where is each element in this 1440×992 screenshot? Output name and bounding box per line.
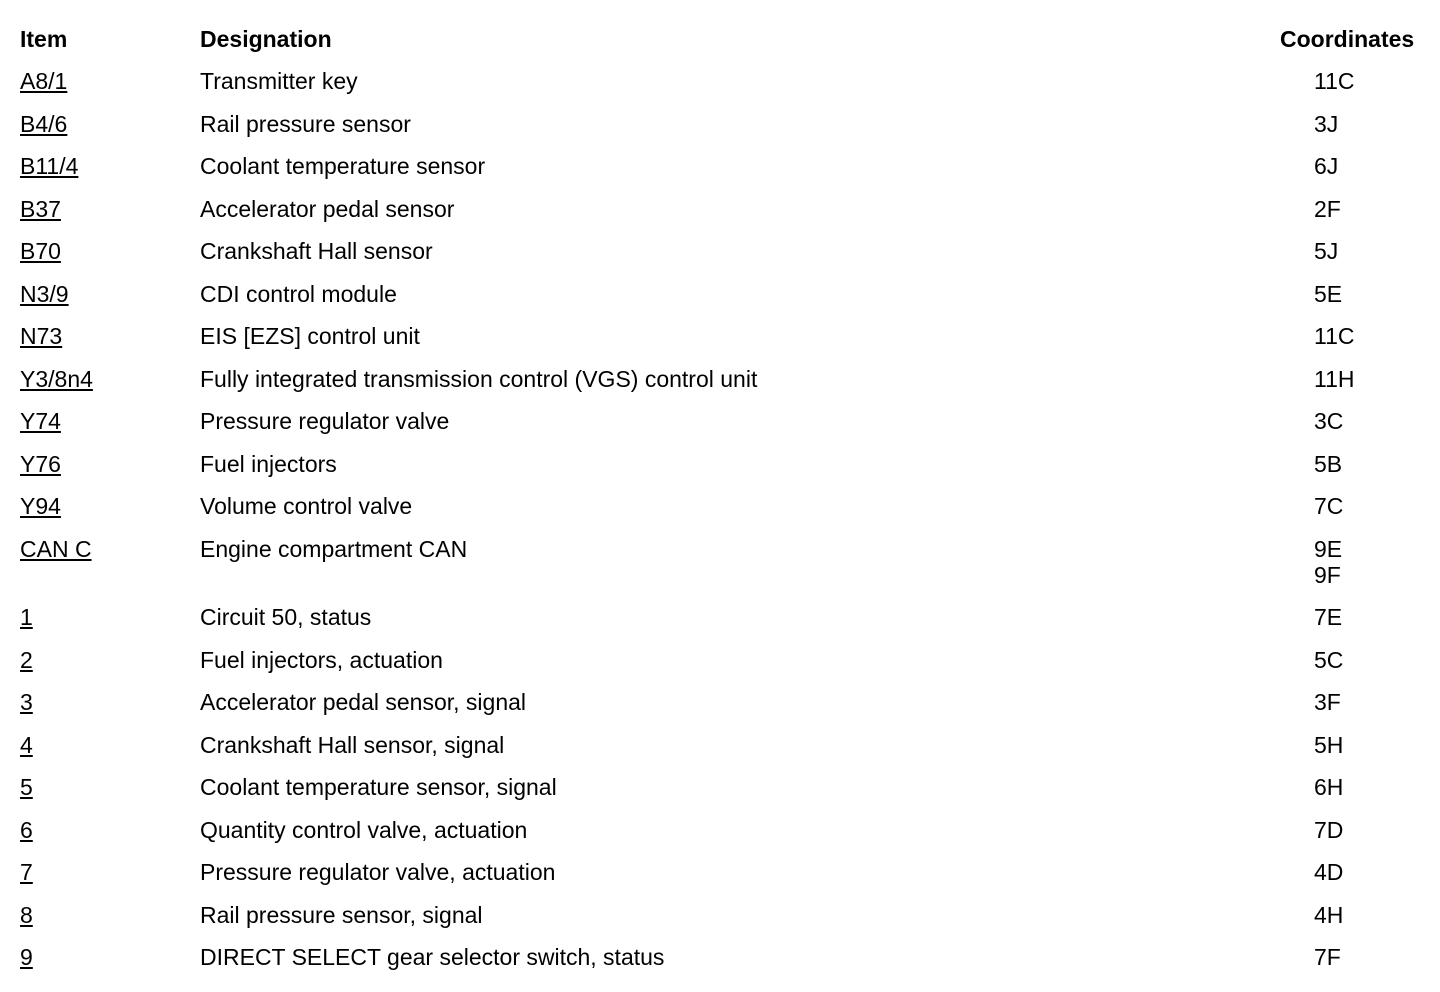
coordinate-value: 3C	[1314, 408, 1344, 434]
designation-cell: Engine compartment CAN	[200, 535, 468, 562]
table-row	[20, 226, 1430, 269]
designation-cell: Quantity control valve, actuation	[200, 816, 528, 843]
table-row	[20, 439, 1430, 482]
coordinates-cell	[1280, 847, 1430, 890]
coordinate-value: 11C	[1314, 68, 1355, 94]
item-cell	[20, 720, 200, 763]
item-link[interactable]: 3	[20, 689, 33, 715]
item-link[interactable]: 6	[20, 816, 33, 843]
item-link[interactable]: Y3/8n4	[20, 365, 93, 392]
item-link[interactable]: 5	[20, 774, 33, 800]
coordinates-cell	[1280, 762, 1430, 805]
item-cell	[20, 932, 200, 975]
item-link[interactable]: 1	[20, 604, 33, 630]
item-cell	[20, 56, 200, 99]
designation-cell: EIS [EZS] control unit	[200, 323, 420, 349]
coordinate-value: 5B	[1314, 450, 1343, 477]
item-cell	[20, 805, 200, 848]
table-row	[20, 524, 1430, 593]
item-cell	[20, 481, 200, 524]
coordinate-value: 6H	[1314, 774, 1344, 800]
designation-cell: Fuel injectors	[200, 450, 337, 477]
item-link[interactable]: N73	[20, 323, 63, 349]
coordinates-cell	[1280, 354, 1430, 397]
coordinate-value: 7E	[1314, 604, 1343, 630]
item-link[interactable]: Y94	[20, 493, 61, 519]
designation-cell: Fuel injectors, actuation	[200, 646, 443, 673]
item-cell	[20, 184, 200, 227]
item-link[interactable]: 7	[20, 859, 33, 885]
coordinate-value: 9E	[1314, 535, 1343, 562]
designation-cell: DIRECT SELECT gear selector switch, status	[200, 944, 665, 970]
item-link[interactable]: B11/4	[20, 153, 79, 179]
coordinates-cell	[1280, 481, 1430, 524]
coordinates-cell	[1280, 890, 1430, 933]
coordinates-cell	[1280, 720, 1430, 763]
designation-cell: Accelerator pedal sensor	[200, 195, 455, 222]
item-cell	[20, 354, 200, 397]
coordinate-value: 7D	[1314, 816, 1344, 843]
table-row	[20, 677, 1430, 720]
item-cell	[20, 592, 200, 635]
designation-cell: Circuit 50, status	[200, 604, 372, 630]
table-header	[20, 24, 1430, 56]
item-link[interactable]: Y76	[20, 450, 61, 477]
coordinates-cell	[1280, 311, 1430, 354]
item-link[interactable]: A8/1	[20, 68, 68, 94]
designation-cell: Fully integrated transmission control (VGS) control unit	[200, 365, 758, 392]
designation-cell: Pressure regulator valve	[200, 408, 450, 434]
table-row	[20, 762, 1430, 805]
coordinates-cell	[1280, 269, 1430, 312]
designation-cell: Volume control valve	[200, 493, 413, 519]
coordinates-cell	[1280, 932, 1430, 975]
table-row	[20, 354, 1430, 397]
designation-cell: Crankshaft Hall sensor, signal	[200, 731, 505, 758]
item-cell	[20, 226, 200, 269]
item-cell	[20, 677, 200, 720]
table-row	[20, 396, 1430, 439]
coordinates-cell	[1280, 226, 1430, 269]
designation-cell: Coolant temperature sensor, signal	[200, 774, 557, 800]
designation-cell: Pressure regulator valve, actuation	[200, 859, 556, 885]
legend-table	[20, 24, 1430, 975]
item-link[interactable]: B4/6	[20, 110, 68, 137]
item-link[interactable]: 9	[20, 944, 33, 970]
coordinate-value: 5H	[1314, 731, 1344, 758]
item-link[interactable]: CAN C	[20, 535, 92, 562]
designation-cell: Crankshaft Hall sensor	[200, 238, 433, 264]
table-row	[20, 481, 1430, 524]
designation-cell: Accelerator pedal sensor, signal	[200, 689, 527, 715]
coordinates-cell	[1280, 396, 1430, 439]
coordinate-value: 4D	[1314, 859, 1344, 885]
designation-cell: Rail pressure sensor	[200, 110, 411, 137]
item-cell	[20, 524, 200, 593]
item-cell	[20, 311, 200, 354]
item-link[interactable]: N3/9	[20, 280, 69, 307]
coordinate-value: 4H	[1314, 901, 1344, 928]
coordinates-cell	[1280, 141, 1430, 184]
item-cell	[20, 439, 200, 482]
item-column-header: Item	[20, 26, 68, 52]
coordinate-value: 11H	[1314, 365, 1355, 392]
table-row	[20, 847, 1430, 890]
designation-cell: CDI control module	[200, 280, 397, 307]
item-link[interactable]: B37	[20, 195, 61, 222]
coordinate-value: 5J	[1314, 238, 1339, 264]
coordinates-cell	[1280, 56, 1430, 99]
item-cell	[20, 890, 200, 933]
table-row	[20, 635, 1430, 678]
coordinate-value: 7C	[1314, 493, 1344, 519]
table-row	[20, 592, 1430, 635]
coordinates-cell	[1280, 184, 1430, 227]
table-row	[20, 311, 1430, 354]
table-row	[20, 805, 1430, 848]
coordinates-cell	[1280, 677, 1430, 720]
designation-cell: Coolant temperature sensor	[200, 153, 486, 179]
item-cell	[20, 141, 200, 184]
item-cell	[20, 762, 200, 805]
coordinate-value: 3J	[1314, 110, 1339, 137]
coordinates-cell	[1280, 805, 1430, 848]
coordinate-value: 11C	[1314, 323, 1355, 349]
coordinate-value: 9F	[1314, 561, 1341, 588]
item-cell	[20, 847, 200, 890]
coordinates-cell	[1280, 439, 1430, 482]
coordinates-column-header: Coordinates	[1280, 26, 1415, 52]
designation-cell: Rail pressure sensor, signal	[200, 901, 483, 928]
item-link[interactable]: 8	[20, 901, 33, 928]
header-row	[20, 24, 1430, 56]
coordinate-value: 5E	[1314, 280, 1343, 307]
table-row	[20, 932, 1430, 975]
item-cell	[20, 269, 200, 312]
item-cell	[20, 396, 200, 439]
item-link[interactable]: 4	[20, 731, 33, 758]
designation-cell: Transmitter key	[200, 68, 358, 94]
table-row	[20, 56, 1430, 99]
table-row	[20, 269, 1430, 312]
item-link[interactable]: B70	[20, 238, 61, 264]
coordinate-value: 2F	[1314, 195, 1341, 222]
coordinate-value: 3F	[1314, 689, 1341, 715]
table-row	[20, 720, 1430, 763]
coordinates-cell	[1280, 635, 1430, 678]
designation-column-header: Designation	[200, 26, 332, 52]
item-link[interactable]: 2	[20, 646, 33, 673]
coordinates-cell	[1280, 99, 1430, 142]
coordinates-cell	[1280, 524, 1430, 593]
coordinate-value: 5C	[1314, 646, 1344, 673]
table-row	[20, 141, 1430, 184]
table-row	[20, 184, 1430, 227]
item-link[interactable]: Y74	[20, 408, 61, 434]
table-body	[20, 56, 1430, 975]
table-row	[20, 99, 1430, 142]
coordinates-cell	[1280, 592, 1430, 635]
item-cell	[20, 99, 200, 142]
coordinate-value: 7F	[1314, 944, 1341, 970]
coordinate-value: 6J	[1314, 153, 1339, 179]
table-row	[20, 890, 1430, 933]
item-cell	[20, 635, 200, 678]
